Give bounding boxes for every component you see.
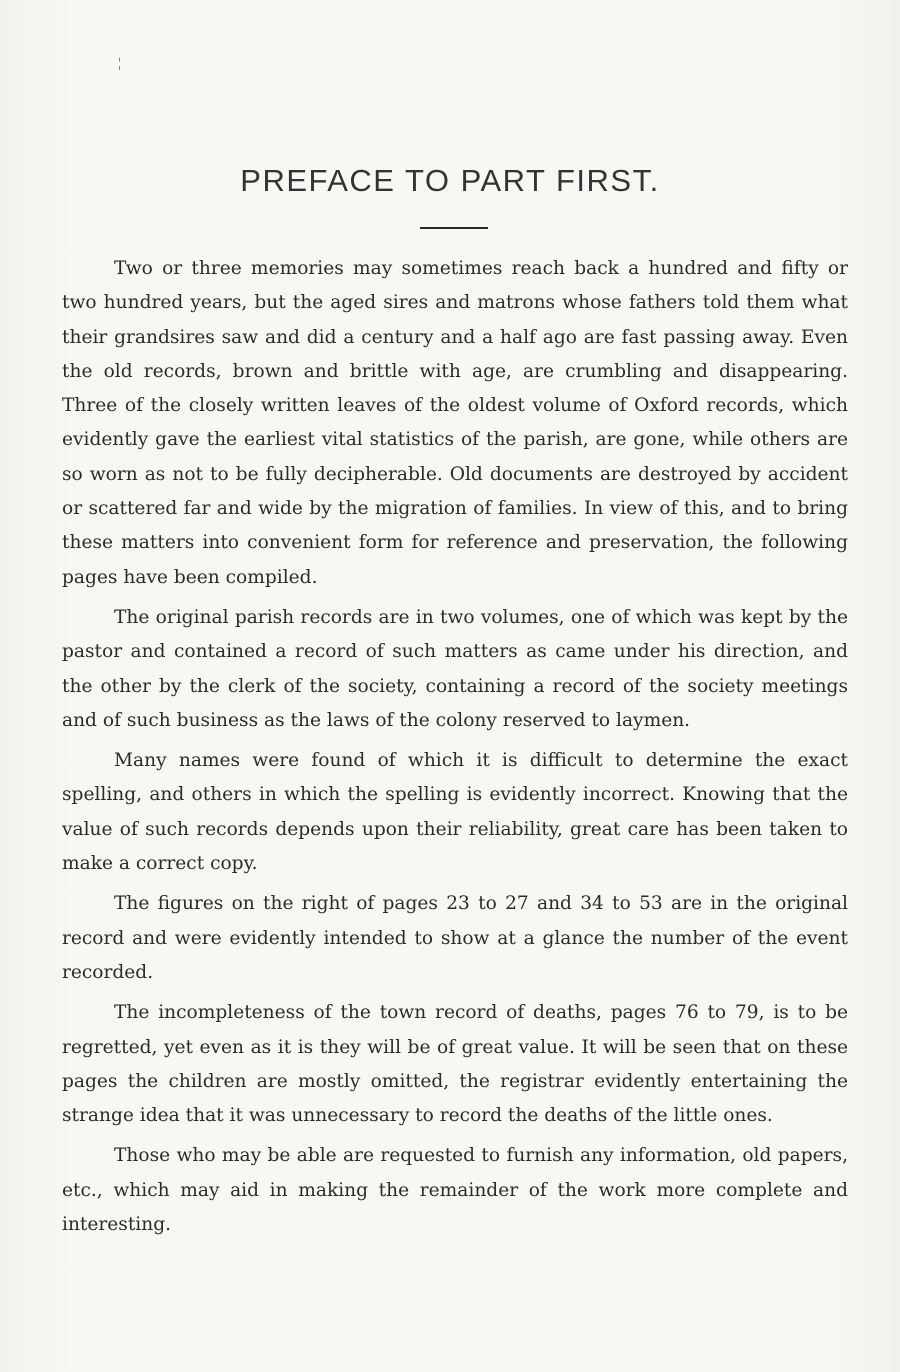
margin-mark: ¦ (118, 56, 121, 71)
paragraph-2: The original parish records are in two volumes, one of which was kept by the pastor and contained a record of such matters as came under his direction, and the other by the clerk of the society, containing a record of the society meetings and of such business as the laws of the colony reserved to laymen. (62, 606, 848, 731)
paragraph-1: Two or three memories may sometimes reach back a hundred and fifty or two hundred years, but the aged sires and matrons whose fathers told them what their grandsires saw and did a century and a half ago are fast passing away. Even the old records, brown and brittle with age, are crumbling and disappearing. Three of the closely written leaves of the oldest volume of Oxford records, which evidently gave the earliest vital statistics of the parish, are gone, while others are so worn as not to be fully decipherable. Old documents are destroyed by accident or scattered far and wide by the migration of families. In view of this, and to bring these matters into convenient form for reference and preservation, the following pages have been compiled. (62, 258, 848, 588)
paragraph-6: Those who may be able are requested to furnish any information, old papers, etc., which may aid in making the remainder of the work more complete and interesting. (62, 1145, 848, 1236)
preface-body (62, 252, 848, 1242)
page-title: PREFACE TO PART FIRST. (240, 163, 660, 198)
paragraph-5: The incompleteness of the town record of deaths, pages 76 to 79, is to be regretted, yet even as it is they will be of great value. It will be seen that on these pages the children are mostly omitted, the registrar evidently entertaining the strange idea that it was unnecessary to record the deaths of the little ones. (62, 1002, 848, 1127)
title-rule (420, 227, 488, 229)
paragraph-4: The figures on the right of pages 23 to 27 and 34 to 53 are in the original record and were evidently intended to show at a glance the number of the event recorded. (62, 893, 848, 983)
paragraph-3: Many names were found of which it is difficult to determine the exact spelling, and others in which the spelling is evidently incorrect. Knowing that the value of such records depends upon their reliability, great care has been taken to make a correct copy. (62, 750, 848, 875)
